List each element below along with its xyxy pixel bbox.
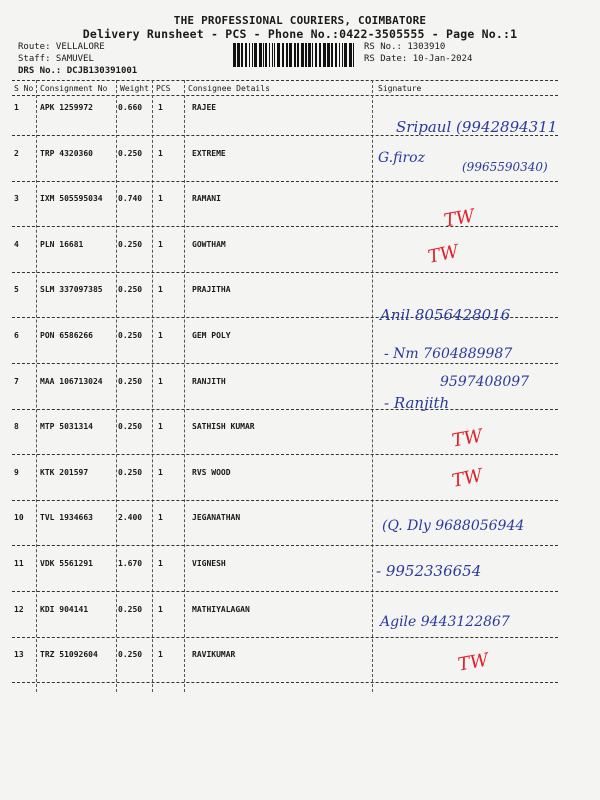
row-separator — [12, 682, 558, 683]
signature-row-6: - Nm 7604889987 — [384, 346, 513, 362]
row-consignment: TVL 1934663 — [40, 513, 93, 523]
row-consignment: MTP 5031314 — [40, 422, 93, 432]
col-divider — [152, 80, 153, 692]
col-consignee: Consignee Details — [188, 84, 270, 93]
barcode-bar — [289, 43, 292, 67]
row-weight: 0.250 — [118, 148, 143, 158]
signature-row-8: TW — [450, 425, 485, 452]
row-pcs: 1 — [158, 422, 163, 432]
rs-date: RS Date: 10-Jan-2024 — [364, 54, 473, 64]
row-consignment: KDI 904141 — [40, 604, 89, 614]
row-weight: 0.250 — [118, 331, 143, 340]
barcode-bar — [241, 43, 243, 67]
row-sno: 9 — [14, 467, 19, 477]
row-pcs: 1 — [158, 376, 163, 386]
signature-row-10: (Q. Dly 9688056944 — [382, 518, 525, 534]
row-separator — [12, 363, 558, 364]
row-weight: 0.250 — [118, 376, 143, 386]
row-separator — [12, 272, 558, 273]
barcode-bar — [277, 43, 280, 67]
route-label: Route: VELLALORE — [18, 42, 105, 52]
barcode-bar — [282, 43, 284, 67]
row-consignee: GOWTHAM — [192, 239, 226, 249]
row-sno: 12 — [14, 604, 24, 614]
row-consignment: PON 6586266 — [40, 331, 93, 340]
col-weight: Weight — [120, 84, 149, 93]
row-consignment: TRP 4320360 — [40, 148, 93, 158]
row-consignee: RVS WOOD — [192, 467, 231, 477]
row-weight: 0.250 — [118, 467, 143, 477]
barcode-bar — [269, 43, 270, 67]
barcode-bar — [319, 43, 321, 67]
barcode-bar — [305, 43, 307, 67]
row-pcs: 1 — [158, 103, 163, 112]
barcode-bar — [237, 43, 240, 67]
row-weight: 2.400 — [118, 513, 143, 523]
row-pcs: 1 — [158, 650, 163, 660]
row-consignee: VIGNESH — [192, 559, 226, 568]
barcode-bar — [274, 43, 275, 67]
signature-row-2-phone: (9965590340) — [462, 160, 548, 174]
col-sno: S No — [14, 84, 34, 93]
row-pcs: 1 — [158, 285, 163, 295]
col-divider — [36, 80, 37, 692]
signature-row-4: TW — [426, 241, 461, 268]
barcode-bar — [349, 43, 352, 67]
col-signature: Signature — [378, 84, 422, 93]
barcode-bar — [344, 43, 347, 67]
row-consignee: JEGANATHAN — [192, 513, 241, 523]
row-consignment: VDK 5561291 — [40, 559, 93, 568]
row-sno: 6 — [14, 331, 19, 340]
barcode — [233, 43, 357, 67]
barcode-bar — [233, 43, 236, 67]
barcode-bar — [249, 43, 250, 67]
signature-row-9: TW — [450, 465, 485, 492]
row-weight: 0.250 — [118, 422, 143, 432]
row-separator — [12, 409, 558, 410]
barcode-bar — [331, 43, 333, 67]
barcode-bar — [265, 43, 267, 67]
row-sno: 5 — [14, 285, 19, 295]
row-separator — [12, 591, 558, 592]
row-consignee: EXTREME — [192, 148, 226, 158]
row-pcs: 1 — [158, 513, 163, 523]
barcode-bar — [245, 43, 247, 67]
row-consignee: RAVIKUMAR — [192, 650, 236, 660]
row-weight: 0.740 — [118, 194, 143, 204]
row-consignee: PRAJITHA — [192, 285, 231, 295]
barcode-bar — [342, 43, 343, 67]
barcode-bar — [286, 43, 288, 67]
staff-label: Staff: SAMUVEL — [18, 54, 94, 64]
row-weight: 0.250 — [118, 650, 143, 660]
row-sno: 2 — [14, 148, 19, 158]
row-sno: 13 — [14, 650, 24, 660]
signature-row-7: - Ranjith — [384, 394, 450, 412]
barcode-bar — [323, 43, 326, 67]
signature-row-3: TW — [442, 205, 477, 232]
row-consignee: MATHIYALAGAN — [192, 604, 250, 614]
row-sno: 4 — [14, 239, 19, 249]
barcode-bar — [297, 43, 299, 67]
row-pcs: 1 — [158, 604, 163, 614]
row-weight: 0.660 — [118, 103, 143, 112]
col-divider — [184, 80, 185, 692]
row-consignee: GEM POLY — [192, 331, 231, 340]
barcode-bar — [327, 43, 330, 67]
row-pcs: 1 — [158, 148, 163, 158]
row-sno: 10 — [14, 513, 24, 523]
row-consignment: KTK 201597 — [40, 467, 89, 477]
row-consignee: RANJITH — [192, 376, 226, 386]
row-separator — [12, 226, 558, 227]
signature-row-1: Sripaul (9942894311 — [396, 118, 558, 136]
row-consignment: APK 1259972 — [40, 103, 93, 112]
col-pcs: PCS — [156, 84, 171, 93]
barcode-bar — [301, 43, 304, 67]
row-consignee: RAJEE — [192, 103, 217, 112]
rs-number: RS No.: 1303910 — [364, 42, 446, 52]
runsheet-subtitle: Delivery Runsheet - PCS - Phone No.:0422-3505555 - Page No.:1 — [82, 27, 518, 41]
row-sno: 1 — [14, 103, 19, 112]
row-separator — [12, 500, 558, 501]
row-consignment: TRZ 51092604 — [40, 650, 98, 660]
row-consignee: SATHISH KUMAR — [192, 422, 255, 432]
barcode-bar — [252, 43, 253, 67]
row-sno: 3 — [14, 194, 19, 204]
signature-row-11: - 9952336654 — [376, 562, 482, 580]
row-weight: 0.250 — [118, 285, 143, 295]
row-consignment: PLN 16681 — [40, 239, 84, 249]
barcode-bar — [254, 43, 257, 67]
row-consignee: RAMANI — [192, 194, 221, 204]
barcode-bar — [308, 43, 311, 67]
company-title: THE PROFESSIONAL COURIERS, COIMBATORE — [173, 14, 427, 27]
row-pcs: 1 — [158, 194, 163, 204]
barcode-bar — [259, 43, 262, 67]
col-divider — [372, 80, 373, 692]
barcode-bar — [315, 43, 317, 67]
row-weight: 0.250 — [118, 239, 143, 249]
barcode-bar — [263, 43, 264, 67]
barcode-bar — [294, 43, 296, 67]
row-sno: 8 — [14, 422, 19, 432]
signature-row-12: Agile 9443122867 — [380, 614, 510, 630]
signature-row-2: G.firoz — [378, 150, 425, 166]
signature-row-7-phone: 9597408097 — [440, 374, 530, 390]
row-sno: 7 — [14, 376, 19, 386]
signature-row-13: TW — [456, 649, 491, 676]
barcode-bar — [272, 43, 273, 67]
row-weight: 0.250 — [118, 604, 143, 614]
row-consignment: MAA 106713024 — [40, 376, 103, 386]
row-pcs: 1 — [158, 239, 163, 249]
header-rule-top — [12, 80, 558, 81]
col-divider — [116, 80, 117, 692]
header-rule-bottom — [12, 95, 558, 96]
barcode-bar — [312, 43, 313, 67]
barcode-bar — [335, 43, 337, 67]
row-consignment: IXM 505595034 — [40, 194, 103, 204]
row-sno: 11 — [14, 559, 24, 568]
row-weight: 1.670 — [118, 559, 143, 568]
row-separator — [12, 181, 558, 182]
row-pcs: 1 — [158, 559, 163, 568]
col-consignment: Consignment No — [40, 84, 108, 93]
row-pcs: 1 — [158, 467, 163, 477]
row-consignment: SLM 337097385 — [40, 285, 103, 295]
row-separator — [12, 545, 558, 546]
barcode-bar — [353, 43, 354, 67]
row-separator — [12, 637, 558, 638]
row-separator — [12, 454, 558, 455]
drs-number: DRS No.: DCJB130391001 — [18, 66, 138, 76]
barcode-bar — [339, 43, 340, 67]
row-pcs: 1 — [158, 331, 163, 340]
signature-row-5: Anil 8056428016 — [380, 306, 511, 324]
